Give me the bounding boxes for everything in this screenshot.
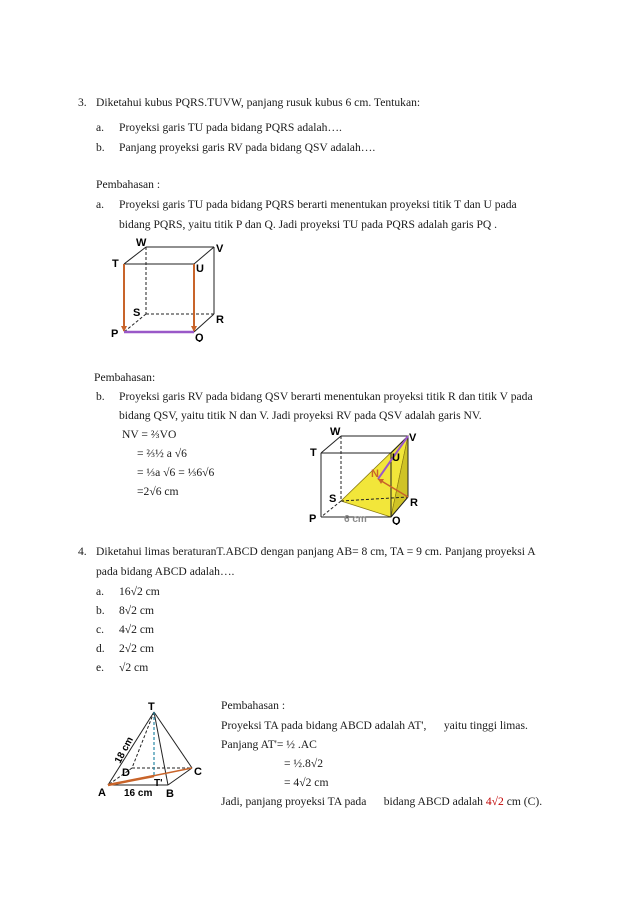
q4-option-a-label: a. — [96, 585, 105, 598]
fig1-label-U: U — [196, 263, 204, 275]
fig3-label-C: C — [194, 766, 202, 778]
q4-option-a-text: 16√2 cm — [119, 585, 160, 598]
q3-a-label: a. — [96, 121, 105, 134]
fig2-label-P: P — [309, 513, 317, 525]
pyramid-figure — [96, 698, 214, 802]
fig2-label-dimension: 6 cm — [344, 514, 367, 525]
q3-stem: Diketahui kubus PQRS.TUVW, panjang rusuk kubus 6 cm. Tentukan: — [96, 96, 421, 109]
fig3-label-T: T — [148, 701, 155, 713]
fig3-label-D: D — [122, 767, 130, 779]
q4-stem-line1: Diketahui limas beraturanT.ABCD dengan panjang AB= 8 cm, TA = 9 cm. Panjang proyeksi A — [96, 545, 536, 558]
q3-pembahasan-a-title: Pembahasan : — [96, 178, 161, 191]
q3-pembahasan-a-line1: Proyeksi garis TU pada bidang PQRS berarti menentukan proyeksi titik T dan U pada — [119, 198, 517, 211]
q3-a-text: Proyeksi garis TU pada bidang PQRS adalah…. — [119, 121, 342, 134]
fig2-label-T: T — [310, 447, 317, 459]
q3-calc-line2: = ⅔½ a √6 — [137, 447, 187, 460]
q3-pembahasan-a-label: a. — [96, 198, 105, 211]
fig3-label-B: B — [166, 788, 174, 800]
q4-pembahasan-line4: = 4√2 cm — [284, 776, 329, 789]
q4-stem-line2: pada bidang ABCD adalah…. — [96, 565, 235, 578]
q3-number: 3. — [78, 96, 87, 109]
fig3-label-side: 18 cm — [112, 735, 136, 766]
fig2-label-V: V — [409, 432, 417, 444]
q3-calc-line4: =2√6 cm — [137, 485, 179, 498]
fig1-label-W: W — [136, 237, 147, 249]
fig1-label-R: R — [216, 314, 224, 326]
q3-pembahasan-b-label: b. — [96, 390, 105, 403]
q3-pembahasan-b-line1: Proyeksi garis RV pada bidang QSV berarti menentukan proyeksi titik R dan titik V pada — [119, 390, 533, 403]
q4-pembahasan-conclusion — [221, 795, 542, 809]
q4-conclusion-suffix: cm (C). — [503, 795, 543, 808]
q3-calc-line3: = ⅓a √6 = ⅓6√6 — [137, 466, 215, 479]
fig2-label-R: R — [410, 497, 418, 509]
fig2-label-Q: Q — [392, 515, 401, 525]
q4-option-c-text: 4√2 cm — [119, 623, 155, 636]
q4-pembahasan-title: Pembahasan : — [221, 699, 286, 712]
fig3-label-A: A — [98, 787, 106, 799]
fig2-label-N: N — [371, 468, 379, 480]
cube-figure-2 — [306, 425, 428, 525]
q3-pembahasan-b-title: Pembahasan: — [94, 371, 156, 384]
fig3-label-Tp: T' — [154, 778, 163, 789]
q4-pembahasan-line1: Proyeksi TA pada bidang ABCD adalah AT', yaitu tinggi limas. — [221, 719, 528, 732]
q4-option-e-text: √2 cm — [119, 661, 149, 674]
fig3-label-base: 16 cm — [124, 788, 153, 799]
fig1-label-V: V — [216, 243, 224, 255]
q4-option-c-label: c. — [96, 623, 105, 636]
q3-pembahasan-b-line2: bidang QSV, yaitu titik N dan V. Jadi proyeksi RV pada QSV adalah garis NV. — [119, 409, 482, 422]
q4-number: 4. — [78, 545, 87, 558]
cube-figure-1 — [108, 236, 232, 342]
q3-b-text: Panjang proyeksi garis RV pada bidang QSV adalah…. — [119, 141, 376, 154]
fig2-label-U: U — [392, 452, 400, 464]
fig2-label-W: W — [330, 426, 341, 438]
fig2-label-S: S — [329, 493, 337, 505]
q4-pembahasan-line2: Panjang AT'= ½ .AC — [221, 738, 317, 751]
q4-option-b-text: 8√2 cm — [119, 604, 155, 617]
fig1-label-S: S — [133, 307, 141, 319]
fig1-label-Q: Q — [195, 332, 204, 342]
q4-option-d-text: 2√2 cm — [119, 642, 155, 655]
q3-pembahasan-a-line2: bidang PQRS, yaitu titik P dan Q. Jadi proyeksi TU pada PQRS adalah garis PQ . — [119, 218, 498, 231]
q4-answer-value: 4√2 — [485, 795, 504, 808]
q4-option-d-label: d. — [96, 642, 105, 655]
q3-b-label: b. — [96, 141, 105, 154]
q3-calc-line1: NV = ⅔VO — [122, 428, 177, 441]
fig1-label-P: P — [111, 328, 119, 340]
fig1-label-T: T — [112, 258, 119, 270]
q4-option-b-label: b. — [96, 604, 105, 617]
q4-conclusion-text: Jadi, panjang proyeksi TA pada bidang ABCD adalah — [221, 795, 486, 808]
q4-pembahasan-line3: = ½.8√2 — [284, 757, 323, 770]
q4-option-e-label: e. — [96, 661, 105, 674]
